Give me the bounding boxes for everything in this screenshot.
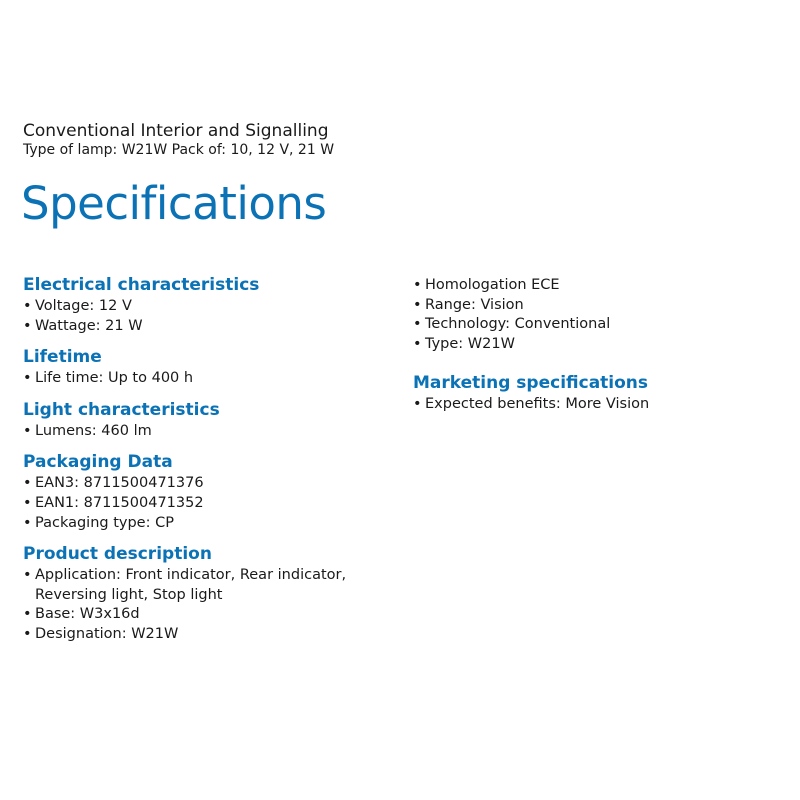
spec-text: Type: W21W [425, 335, 515, 352]
section-packaging [23, 451, 403, 533]
section-light [23, 399, 403, 442]
list-item [23, 422, 403, 442]
spec-text: Range: Vision [425, 296, 524, 313]
section-title: Electrical characteristics [23, 275, 260, 295]
list-item [23, 317, 403, 337]
list-item [413, 296, 793, 316]
list-item [23, 494, 403, 514]
bullet: • [413, 277, 422, 293]
section-title: Lifetime [23, 347, 102, 368]
bullet: • [23, 298, 32, 314]
section-marketing [413, 372, 793, 415]
bullet: • [413, 296, 422, 313]
list-item [23, 605, 403, 625]
section-electrical [23, 274, 403, 336]
section-title: Product description [23, 544, 212, 565]
bullet: • [23, 370, 32, 387]
spec-text-continuation: Reversing light, Stop light [35, 586, 223, 603]
spec-text: EAN1: 8711500471352 [35, 494, 204, 511]
section-lifetime [23, 346, 403, 389]
list-item [23, 297, 403, 317]
product-line-title: Conventional Interior and Signalling [23, 121, 329, 141]
bullet: • [23, 494, 32, 511]
section-title: Marketing specifications [413, 373, 649, 394]
spec-list [413, 276, 793, 354]
list-item [23, 625, 403, 645]
section-title: Packaging Data [23, 452, 173, 473]
spec-text: Packaging type: CP [35, 514, 174, 531]
spec-text: EAN3: 8711500471376 [35, 475, 204, 492]
spec-list [413, 395, 793, 415]
bullet: • [23, 514, 32, 531]
list-item [23, 474, 403, 494]
list-item [413, 335, 793, 355]
bullet: • [23, 567, 32, 584]
spec-text: Expected benefits: More Vision [425, 396, 650, 413]
bullet: • [413, 335, 422, 352]
bullet: • [23, 422, 32, 439]
bullet: • [23, 606, 32, 623]
spec-text: Technology: Conventional [425, 316, 611, 333]
page-title: Specifications [21, 177, 327, 230]
right-column [413, 276, 793, 425]
list-item [413, 315, 793, 335]
spec-text: Base: W3x16d [35, 606, 140, 623]
list-item [23, 369, 403, 389]
list-item [23, 514, 403, 534]
spec-text: Application: Front indicator, Rear indicator, [35, 567, 347, 584]
bullet: • [413, 316, 422, 333]
left-column [23, 274, 403, 655]
spec-text: Lumens: 460 lm [35, 422, 152, 439]
list-item [413, 395, 793, 415]
product-summary: Type of lamp: W21W Pack of: 10, 12 V, 21 W [23, 142, 335, 158]
section-product-description [23, 543, 403, 644]
document-header [23, 121, 334, 159]
bullet: • [23, 317, 32, 334]
bullet: • [413, 396, 422, 413]
spec-list [23, 369, 403, 389]
spec-text: Designation: W21W [35, 625, 179, 642]
bullet: • [23, 625, 32, 642]
bullet: • [23, 475, 32, 492]
list-item [23, 566, 403, 605]
spec-list [23, 422, 403, 442]
spec-text: Life time: Up to 400 h [35, 370, 194, 387]
spec-list [23, 566, 403, 644]
spec-list [23, 474, 403, 533]
list-item [413, 276, 793, 296]
spec-text: Voltage: 12 V [35, 298, 132, 314]
spec-text: Homologation ECE [425, 277, 560, 293]
section-title: Light characteristics [23, 399, 220, 420]
spec-text: Wattage: 21 W [35, 317, 143, 334]
spec-list [23, 297, 403, 336]
